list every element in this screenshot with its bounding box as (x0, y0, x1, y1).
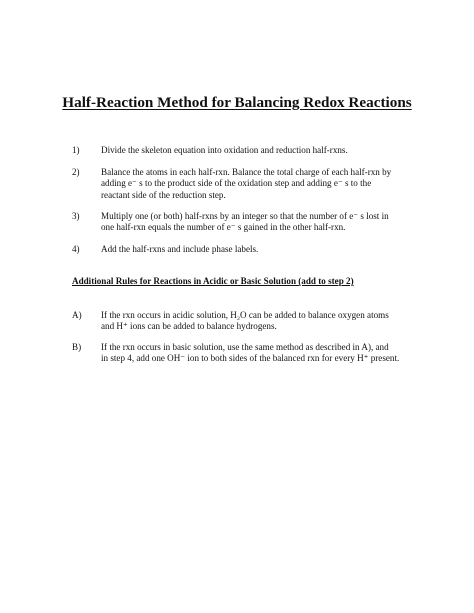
step-line: adding e⁻ s to the product side of the oxidation step and adding e⁻ s to the (101, 178, 372, 189)
additional-rules-heading: Additional Rules for Reactions in Acidic or Basic Solution (add to step 2) (72, 276, 354, 286)
step-line: one half-rxn equals the number of e⁻ s gained in the other half-rxn. (101, 222, 346, 233)
step-line: Balance the atoms in each half-rxn. Balance the total charge of each half-rxn by (101, 167, 392, 177)
rule-line: If the rxn occurs in basic solution, use the same method as described in A), and (101, 342, 389, 352)
step-text (101, 211, 401, 234)
rule-text (101, 310, 401, 333)
step-line: Multiply one (or both) half-rxns by an integer so that the number of e⁻ s lost in (101, 211, 389, 221)
rule-letter: B) (72, 342, 82, 352)
page-title: Half-Reaction Method for Balancing Redox Reactions (62, 94, 412, 111)
rule-letter: A) (72, 310, 82, 320)
step-text (101, 167, 401, 201)
step-line: Add the half-rxns and include phase labels. (101, 244, 259, 254)
rule-line: and H⁺ ions can be added to balance hydrogens. (101, 321, 277, 332)
step-number: 1) (72, 145, 80, 155)
rule-line: in step 4, add one OH⁻ ion to both sides of the balanced rxn for every H⁺ present. (101, 353, 400, 364)
step-text (101, 145, 401, 156)
step-text (101, 244, 401, 255)
rule-text (101, 342, 401, 365)
step-line: Divide the skeleton equation into oxidation and reduction half-rxns. (101, 145, 348, 155)
step-number: 4) (72, 244, 80, 254)
step-number: 3) (72, 211, 80, 221)
step-line: reactant side of the reduction step. (101, 189, 226, 200)
step-number: 2) (72, 167, 80, 177)
rule-line: If the rxn occurs in acidic solution, H₂O can be added to balance oxygen atoms (101, 310, 389, 320)
